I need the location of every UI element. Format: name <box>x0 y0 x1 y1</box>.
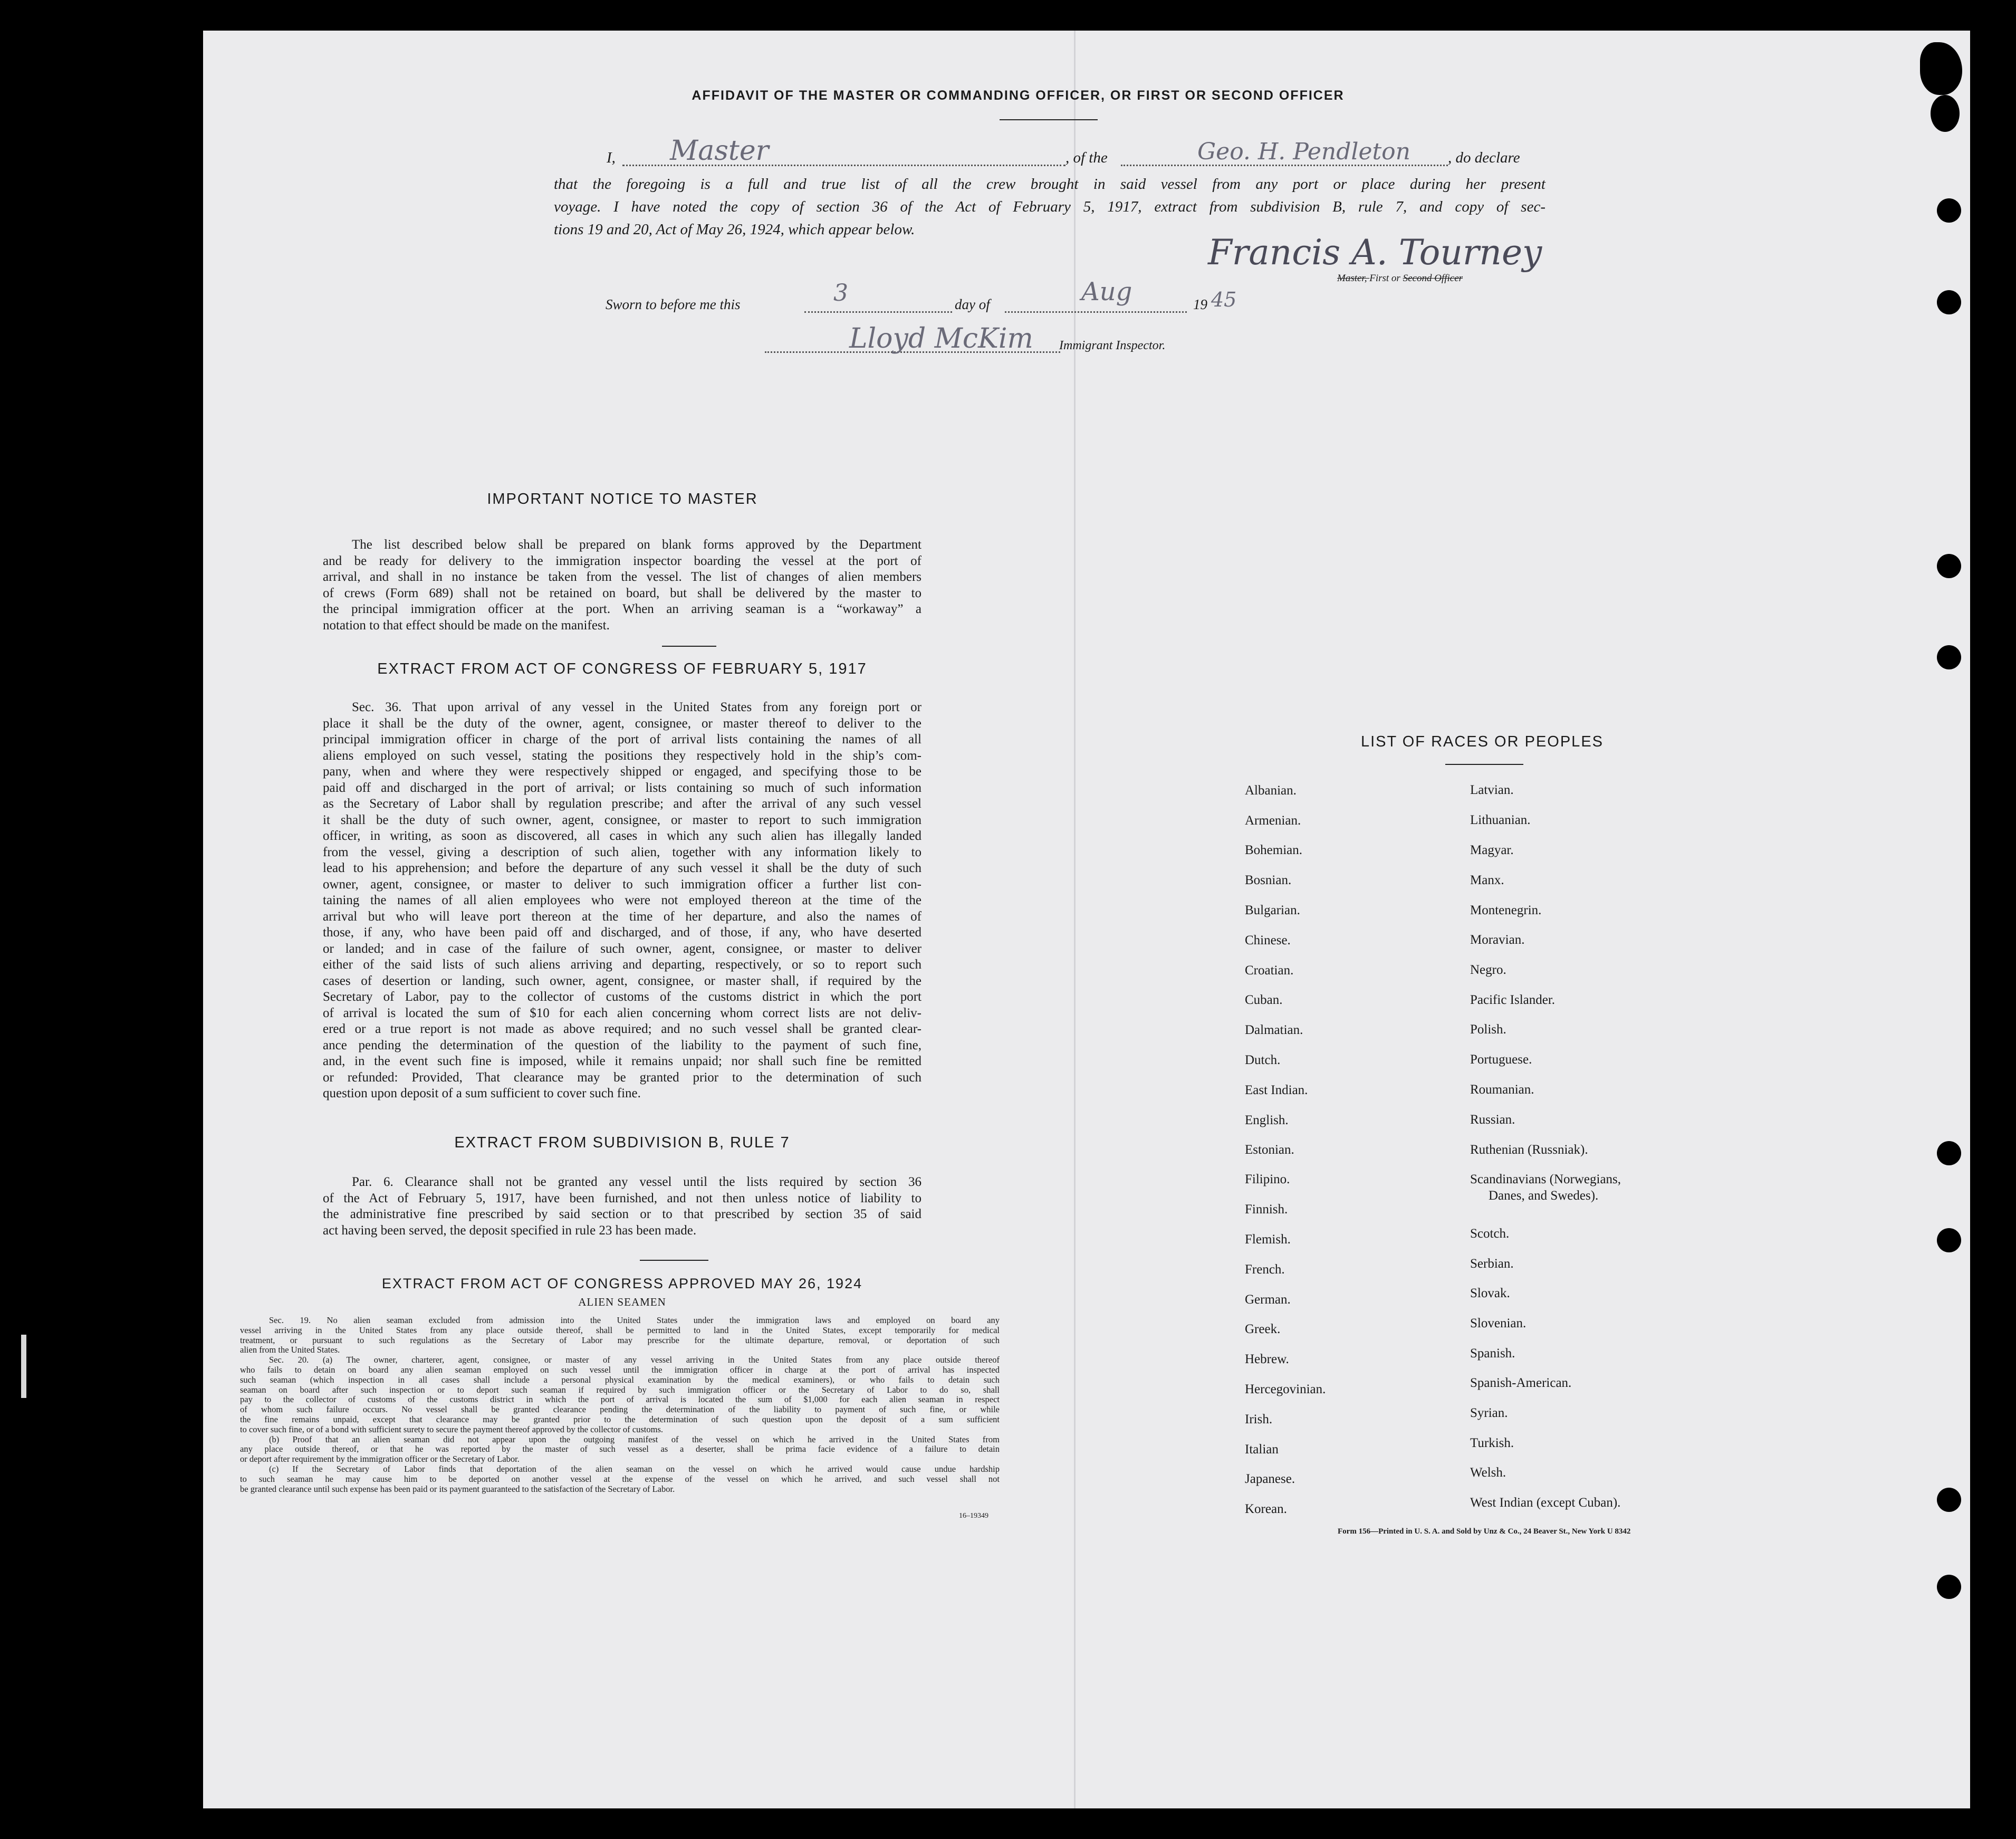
race-item: Slovak. <box>1470 1286 1510 1300</box>
day-field-value: 3 <box>833 280 848 306</box>
body-line: as the Secretary of Labor shall by regulation prescribe; and after the arrival of any such vessel <box>323 797 921 811</box>
affidavit-i-label: I, <box>607 149 616 166</box>
section-rule <box>662 646 716 647</box>
year-field-value: 45 <box>1211 288 1237 311</box>
extract-1924-title: EXTRACT FROM ACT OF CONGRESS APPROVED MAY 26, 1924 <box>381 1276 863 1291</box>
race-item: East Indian. <box>1245 1083 1308 1097</box>
caption-first: First or <box>1369 273 1403 284</box>
body-line: those, if any, who have been paid off and discharged, and of those, if any, who have deserted <box>323 925 921 940</box>
race-item: Syrian. <box>1470 1406 1508 1420</box>
extract-1917-title: EXTRACT FROM ACT OF CONGRESS OF FEBRUARY 5, 1917 <box>377 660 867 677</box>
race-item: Ruthenian (Russniak). <box>1470 1143 1588 1157</box>
body-line: either of the said lists of such aliens arriving and departing, respectively, or so to report such <box>323 957 921 972</box>
race-item: Russian. <box>1470 1113 1515 1127</box>
binder-hole <box>1937 554 1961 578</box>
race-item: Estonian. <box>1245 1143 1294 1157</box>
form-code: 16–19349 <box>959 1512 988 1520</box>
race-item: Turkish. <box>1470 1436 1514 1450</box>
race-item: German. <box>1245 1292 1291 1307</box>
race-item: Welsh. <box>1470 1466 1506 1480</box>
body-line: officer, in writing, as soon as discovered, all cases in which any such alien has illegally landed <box>323 829 921 843</box>
binder-hole <box>1937 1575 1961 1599</box>
body-line: Sec. 19. No alien seaman excluded from admission into the United States under the immigration laws and employed on board any <box>269 1315 1000 1325</box>
race-item: Polish. <box>1470 1022 1506 1037</box>
binder-hole <box>1937 1228 1961 1252</box>
caption-second-officer: Second Officer <box>1403 273 1463 284</box>
of-the-label: , of the <box>1065 149 1108 166</box>
section-rule <box>640 1260 708 1261</box>
body-line: paid off and discharged in the port of arrival; or lists containing so much of such information <box>323 780 921 795</box>
race-item: Latvian. <box>1470 783 1514 797</box>
body-line: treatment, or pursuant to such regulations as the Secretary of Labor may prescribe for the ultimate departure, removal, or deportation of such <box>240 1335 1000 1345</box>
race-item: Pacific Islander. <box>1470 993 1556 1007</box>
body-line: and, in the event such fine is imposed, while it remains unpaid; nor shall such fine be remitted <box>323 1054 921 1068</box>
body-line: any place outside thereof, or that he was reported by the master of such vessel as a deserter, shall be prima facie evidence of a failure to detain <box>240 1444 1000 1454</box>
race-item: West Indian (except Cuban). <box>1470 1496 1621 1510</box>
inspector-signature: Lloyd McKim <box>849 323 1033 355</box>
body-line: principal immigration officer in charge of the port of arrival lists containing the names of all <box>323 732 921 746</box>
year-prefix: 19 <box>1193 296 1207 312</box>
race-item: Magyar. <box>1470 843 1514 857</box>
torn-corner <box>1931 95 1960 132</box>
body-line: from the vessel, giving a description of such alien, together with any information likely to <box>323 845 921 859</box>
section-rule <box>1445 764 1523 765</box>
race-item: Slovenian. <box>1470 1316 1527 1330</box>
race-item: Irish. <box>1245 1412 1273 1426</box>
day-field-line <box>804 311 952 313</box>
body-line: (b) Proof that an alien seaman did not appear upon the outgoing manifest of the vessel on which he arrived in the United States from <box>269 1434 1000 1444</box>
notice-line: and be ready for delivery to the immigration inspector boarding the vessel at the port of <box>323 553 921 568</box>
body-line: cases of desertion or landing, such owner, agent, consignee, or master shall, if required by the <box>323 973 921 988</box>
body-line: of arrival is located the sum of $10 for each alien concerning whom correct lists are not deliv- <box>323 1005 921 1020</box>
body-line: be granted clearance until such expense has been paid or its payment guaranteed to the satisfaction of the Secretary of Labor. <box>240 1483 675 1494</box>
rule7-title: EXTRACT FROM SUBDIVISION B, RULE 7 <box>454 1134 790 1151</box>
race-item: Dutch. <box>1245 1053 1281 1067</box>
race-item: Italian <box>1245 1442 1279 1457</box>
race-item: Cuban. <box>1245 993 1283 1007</box>
body-line: place it shall be the duty of the owner, agent, consignee, or master thereof to deliver to the <box>323 716 921 731</box>
notice-line: of crews (Form 689) shall not be retained on board, but shall be delivered by the master to <box>323 586 921 600</box>
race-item: Filipino. <box>1245 1172 1290 1186</box>
body-line: of the Act of February 5, 1917, have been furnished, and not then unless notice of liability to <box>323 1191 921 1205</box>
race-item: French. <box>1245 1262 1285 1277</box>
race-item: Montenegrin. <box>1470 903 1542 917</box>
race-item: Spanish-American. <box>1470 1376 1572 1390</box>
binder-hole <box>1937 645 1961 669</box>
notice-title: IMPORTANT NOTICE TO MASTER <box>487 491 758 507</box>
race-item: Chinese. <box>1245 933 1291 947</box>
race-item: Negro. <box>1470 963 1506 977</box>
race-item: Spanish. <box>1470 1346 1515 1361</box>
edge-mark <box>21 1335 26 1398</box>
month-field-line <box>1005 311 1187 313</box>
form-printer-note: Form 156—Printed in U. S. A. and Sold by Unz & Co., 24 Beaver St., New York U 8342 <box>1338 1527 1631 1536</box>
body-line: Sec. 20. (a) The owner, charterer, agent, consignee, or master of any vessel arriving in the United States from any place outside thereof <box>269 1355 1000 1365</box>
rule7-body <box>323 1174 921 1239</box>
race-item: Croatian. <box>1245 963 1294 978</box>
notice-line: notation to that effect should be made on the manifest. <box>323 618 610 633</box>
body-line: it shall be the duty of such owner, agent, consignee, or master to report to such immigration <box>323 812 921 827</box>
body-line: such seaman (which inspection in all cases shall include a personal physical examination by the medical examiners), or who fails to detain such <box>240 1374 1000 1385</box>
sworn-label: Sworn to before me this <box>606 296 741 312</box>
body-line: alien from the United States. <box>240 1345 340 1355</box>
race-item: Hebrew. <box>1245 1352 1289 1366</box>
affidavit-statement <box>554 173 1545 241</box>
body-line: of whom such failure occurs. No vessel shall be granted clearance pending the determination of the liability to payment of such fine, or while <box>240 1404 1000 1415</box>
race-item: Roumanian. <box>1470 1083 1534 1097</box>
body-line: or refunded: Provided, That clearance may be granted prior to the determination of such <box>323 1070 921 1085</box>
body-line: taining the names of all alien employees who were not employed thereon at the time of the <box>323 893 921 907</box>
binder-hole <box>1937 1488 1961 1512</box>
extract-1917-body <box>323 700 921 1102</box>
race-item: Finnish. <box>1245 1202 1288 1217</box>
body-line: to cover such fine, or of a bond with sufficient surety to secure the payment thereof approved by the collector of customs. <box>240 1424 663 1434</box>
body-line: the fine remains unpaid, except that clearance may be granted prior to the determination of such question upon the deposit of a sum sufficient <box>240 1414 1000 1424</box>
vessel-field-value: Geo. H. Pendleton <box>1197 138 1411 165</box>
body-line: Sec. 36. That upon arrival of any vessel in the United States from any foreign port or <box>352 700 921 714</box>
race-item: Scotch. <box>1470 1227 1510 1241</box>
race-item: English. <box>1245 1113 1289 1127</box>
body-line: vessel arriving in the United States from any place outside thereof, shall be permitted to land in the United States, except temporarily for medical <box>240 1325 1000 1335</box>
races-title: LIST OF RACES OR PEOPLES <box>1360 733 1604 750</box>
race-item: Hercegovinian. <box>1245 1382 1326 1396</box>
race-item: Portuguese. <box>1470 1052 1532 1067</box>
body-line: seaman on board after such inspection or to deport such seaman if required by such immigration officer or the Secretary of Labor to do so, shall <box>240 1384 1000 1395</box>
binder-hole <box>1937 290 1961 314</box>
binder-hole <box>1937 1141 1961 1165</box>
race-item: Serbian. <box>1470 1257 1514 1271</box>
page-fold <box>1074 31 1076 1808</box>
body-line: (c) If the Secretary of Labor finds that deportation of the alien seaman on the vessel on which he arrived would cause undue hardship <box>269 1463 1000 1474</box>
do-declare-label: , do declare <box>1448 149 1520 166</box>
race-item: Albanian. <box>1245 783 1297 798</box>
body-line: Secretary of Labor, pay to the collector of customs of the customs district in which the port <box>323 990 921 1004</box>
race-item: Moravian. <box>1470 933 1525 947</box>
race-item: Greek. <box>1245 1322 1281 1336</box>
body-line: act having been served, the deposit specified in rule 23 has been made. <box>323 1223 697 1238</box>
race-item: Bulgarian. <box>1245 903 1300 917</box>
race-item: Scandinavians (Norwegians, <box>1470 1172 1621 1186</box>
body-line: owner, agent, consignee, or master to deliver to such immigration officer a further list con- <box>323 877 921 892</box>
notice-line: the principal immigration officer at the port. When an arriving seaman is a “workaway” a <box>323 602 921 616</box>
signature-caption <box>1337 273 1463 284</box>
body-line: arrival but who will leave port thereon at the time of her departure, and also the names of <box>323 909 921 924</box>
race-item: Armenian. <box>1245 813 1301 828</box>
body-line: or deport after requirement by the immigration officer or the Secretary of Labor. <box>240 1454 520 1464</box>
master-signature: Francis A. Tourney <box>1208 232 1542 273</box>
affidavit-line: voyage. I have noted the copy of section 36 of the Act of February 5, 1917, extract from subdivision B, rule 7, and copy of sec- <box>554 198 1545 215</box>
race-item: Manx. <box>1470 873 1504 887</box>
body-line: to such seaman he may cause him to be deported on another vessel at the expense of the vessel on which he arrived, and such vessel shall not <box>240 1473 1000 1484</box>
race-item: Danes, and Swedes). <box>1489 1189 1599 1203</box>
body-line: who fails to detain on board any alien seaman employed on such vessel until the immigration officer in charge at the port of arrival has inspected <box>240 1364 1000 1375</box>
body-line: Par. 6. Clearance shall not be granted any vessel until the lists required by section 36 <box>352 1175 921 1189</box>
caption-master: Master, <box>1337 273 1370 284</box>
notice-line: The list described below shall be prepared on blank forms approved by the Department <box>352 538 921 552</box>
body-line: question upon deposit of a sum sufficient to cover such fine. <box>323 1086 641 1100</box>
body-line: lead to his apprehension; and before the departure of any such vessel it shall be the duty of such <box>323 861 921 875</box>
master-field-value: Master <box>670 135 769 167</box>
body-line: ered or a true report is not made as above required; and no such vessel shall be granted clear- <box>323 1022 921 1036</box>
day-of-label: day of <box>955 296 990 312</box>
body-line: the administrative fine prescribed by said section or to that prescribed by section 35 of said <box>323 1207 921 1221</box>
race-item: Korean. <box>1245 1502 1287 1516</box>
race-item: Bosnian. <box>1245 873 1292 887</box>
title-rule <box>1000 119 1098 120</box>
body-line: pany, when and where they were respectively shipped or engaged, and specifying those to be <box>323 764 921 779</box>
affidavit-line: that the foregoing is a full and true list of all the crew brought in said vessel from any port or place during her present <box>554 176 1545 193</box>
body-line: ance pending the determination of the question of the liability to the payment of such fine, <box>323 1038 921 1052</box>
body-line: pay to the collector of customs of the customs district in which the port of arrival is located the sum of $1,000 for each alien seaman in respect <box>240 1394 1000 1405</box>
race-item: Flemish. <box>1245 1232 1291 1247</box>
body-line: aliens employed on such vessel, stating the positions they respectively hold in the ship’s com- <box>323 748 921 763</box>
notice-body <box>323 537 921 634</box>
notice-line: arrival, and shall in no instance be taken from the vessel. The list of changes of alien members <box>323 570 921 584</box>
inspector-label: Immigrant Inspector. <box>1059 339 1166 352</box>
month-field-value: Aug <box>1081 277 1132 306</box>
alien-seamen-subtitle: ALIEN SEAMEN <box>578 1296 666 1308</box>
race-item: Lithuanian. <box>1470 813 1531 827</box>
extract-1924-body <box>240 1316 1000 1494</box>
body-line: or landed; and in case of the failure of such owner, agent, consignee, or master to deliver <box>323 941 921 956</box>
affidavit-title: AFFIDAVIT OF THE MASTER OR COMMANDING OFFICER, OR FIRST OR SECOND OFFICER <box>692 88 1345 103</box>
affidavit-line: tions 19 and 20, Act of May 26, 1924, which appear below. <box>554 221 915 238</box>
binder-hole <box>1937 198 1961 223</box>
race-item: Bohemian. <box>1245 843 1303 857</box>
race-item: Japanese. <box>1245 1472 1295 1486</box>
race-item: Dalmatian. <box>1245 1023 1303 1037</box>
